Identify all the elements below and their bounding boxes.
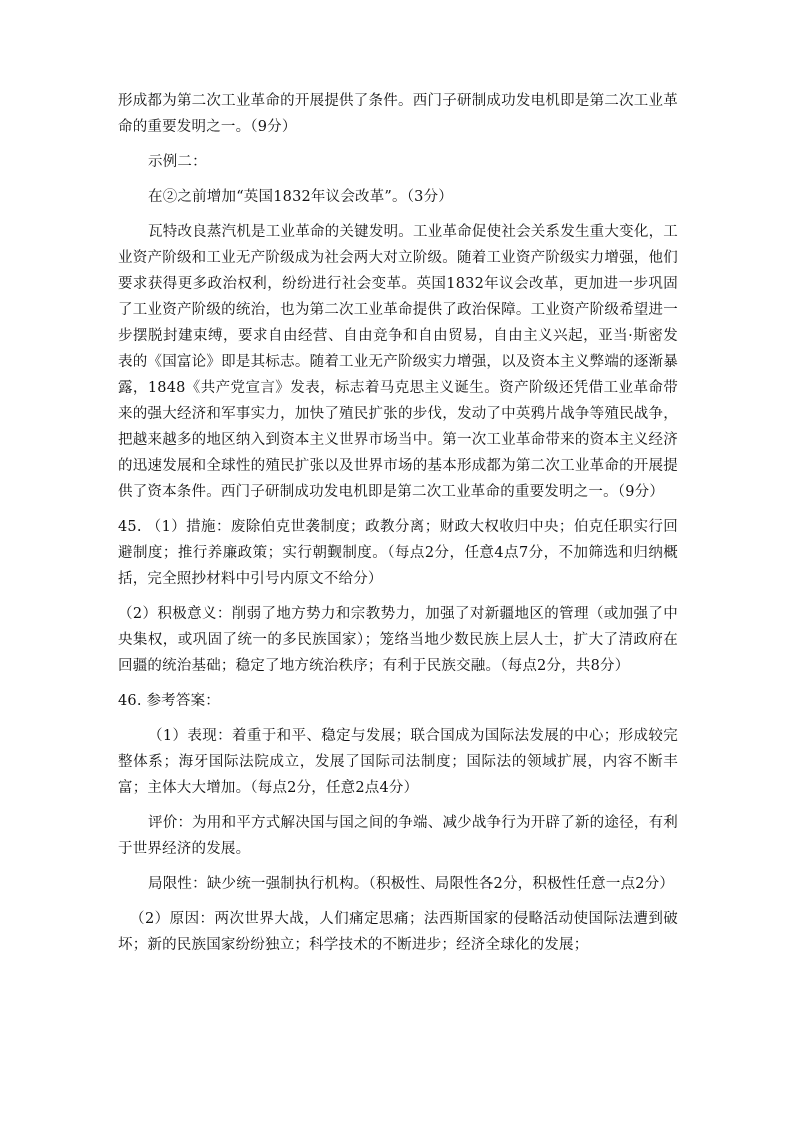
paragraph-q45-part1: 45. （1）措施：废除伯克世袭制度；政教分离；财政大权收归中央；伯克任职实行回避制度；推行养廉政策；实行朝觐制度。（每点2分，任意4点7分，不加筛选和归纳概括，完全照抄材料中引号内原文不给分） xyxy=(118,519,678,587)
paragraph-example-two-heading: 示例二： xyxy=(148,154,207,170)
paragraph-q45-part2: （2）积极意义：削弱了地方势力和宗教势力，加强了对新疆地区的管理（或加强了中央集权，或巩固了统一的多民族国家）；笼络当地少数民族上层人士，扩大了清政府在回疆的统治基础；稳定了地方统治秩序；有利于民族交融。（每点2分，共8分） xyxy=(118,606,678,674)
paragraph-watt-steam-engine: 瓦特改良蒸汽机是工业革命的关键发明。工业革命促使社会关系发生重大变化，工业资产阶级和工业无产阶级成为社会两大对立阶级。随着工业资产阶级实力增强，他们要求获得更多政治权利，纷纷进行社会变革。英国1832年议会改革，更加进一步巩固了工业资产阶级的统治，也为第二次工业革命提供了政治保障。工业资产阶级希望进一步摆脱封建束缚，要求自由经营、自由竞争和自由贸易，自由主义兴起，亚当·斯密发表的《国富论》即是其标志。随着工业无产阶级实力增强，以及资本主义弊端的逐渐暴露，1848《共产党宣言》发表，标志着马克思主义诞生。资产阶级还凭借工业革命带来的强大经济和军事实力，加快了殖民扩张的步伐，发动了中英鸦片战争等殖民战争，把越来越多的地区纳入到资本主义世界市场当中。第一次工业革命带来的资本主义经济的迅速发展和全球性的殖民扩张以及世界市场的基本形成都为第二次工业革命的开展提供了资本条件。西门子研制成功发电机即是第二次工业革命的重要发明之一。（9分） xyxy=(118,224,678,500)
paragraph-q46-limitation: 局限性：缺少统一强制执行机构。（积极性、局限性各2分，积极性任意一点2分） xyxy=(148,876,675,892)
paragraph-q46-part2: （2）原因：两次世界大战，人们痛定思痛；法西斯国家的侵略活动使国际法遭到破坏；新的民族国家纷纷独立；科学技术的不断进步；经济全球化的发展； xyxy=(118,911,678,953)
document-body xyxy=(118,88,678,967)
paragraph-q46-heading: 46. 参考答案： xyxy=(118,693,220,709)
paragraph-insert-reform: 在②之前增加“英国1832年议会改革”。（3分） xyxy=(148,189,454,205)
paragraph-q46-evaluation: 评价：为用和平方式解决国与国之间的争端、减少战争行为开辟了新的途径，有利于世界经济的发展。 xyxy=(118,815,678,857)
paragraph-1: 形成都为第二次工业革命的开展提供了条件。西门子研制成功发电机即是第二次工业革命的重要发明之一。（9分） xyxy=(118,93,678,135)
paragraph-q46-part1: （1）表现：着重于和平、稳定与发展；联合国成为国际法发展的中心；形成较完整体系；海牙国际法院成立，发展了国际司法制度；国际法的领域扩展，内容不断丰富；主体大大增加。（每点2分，任意2点4分） xyxy=(118,728,678,796)
